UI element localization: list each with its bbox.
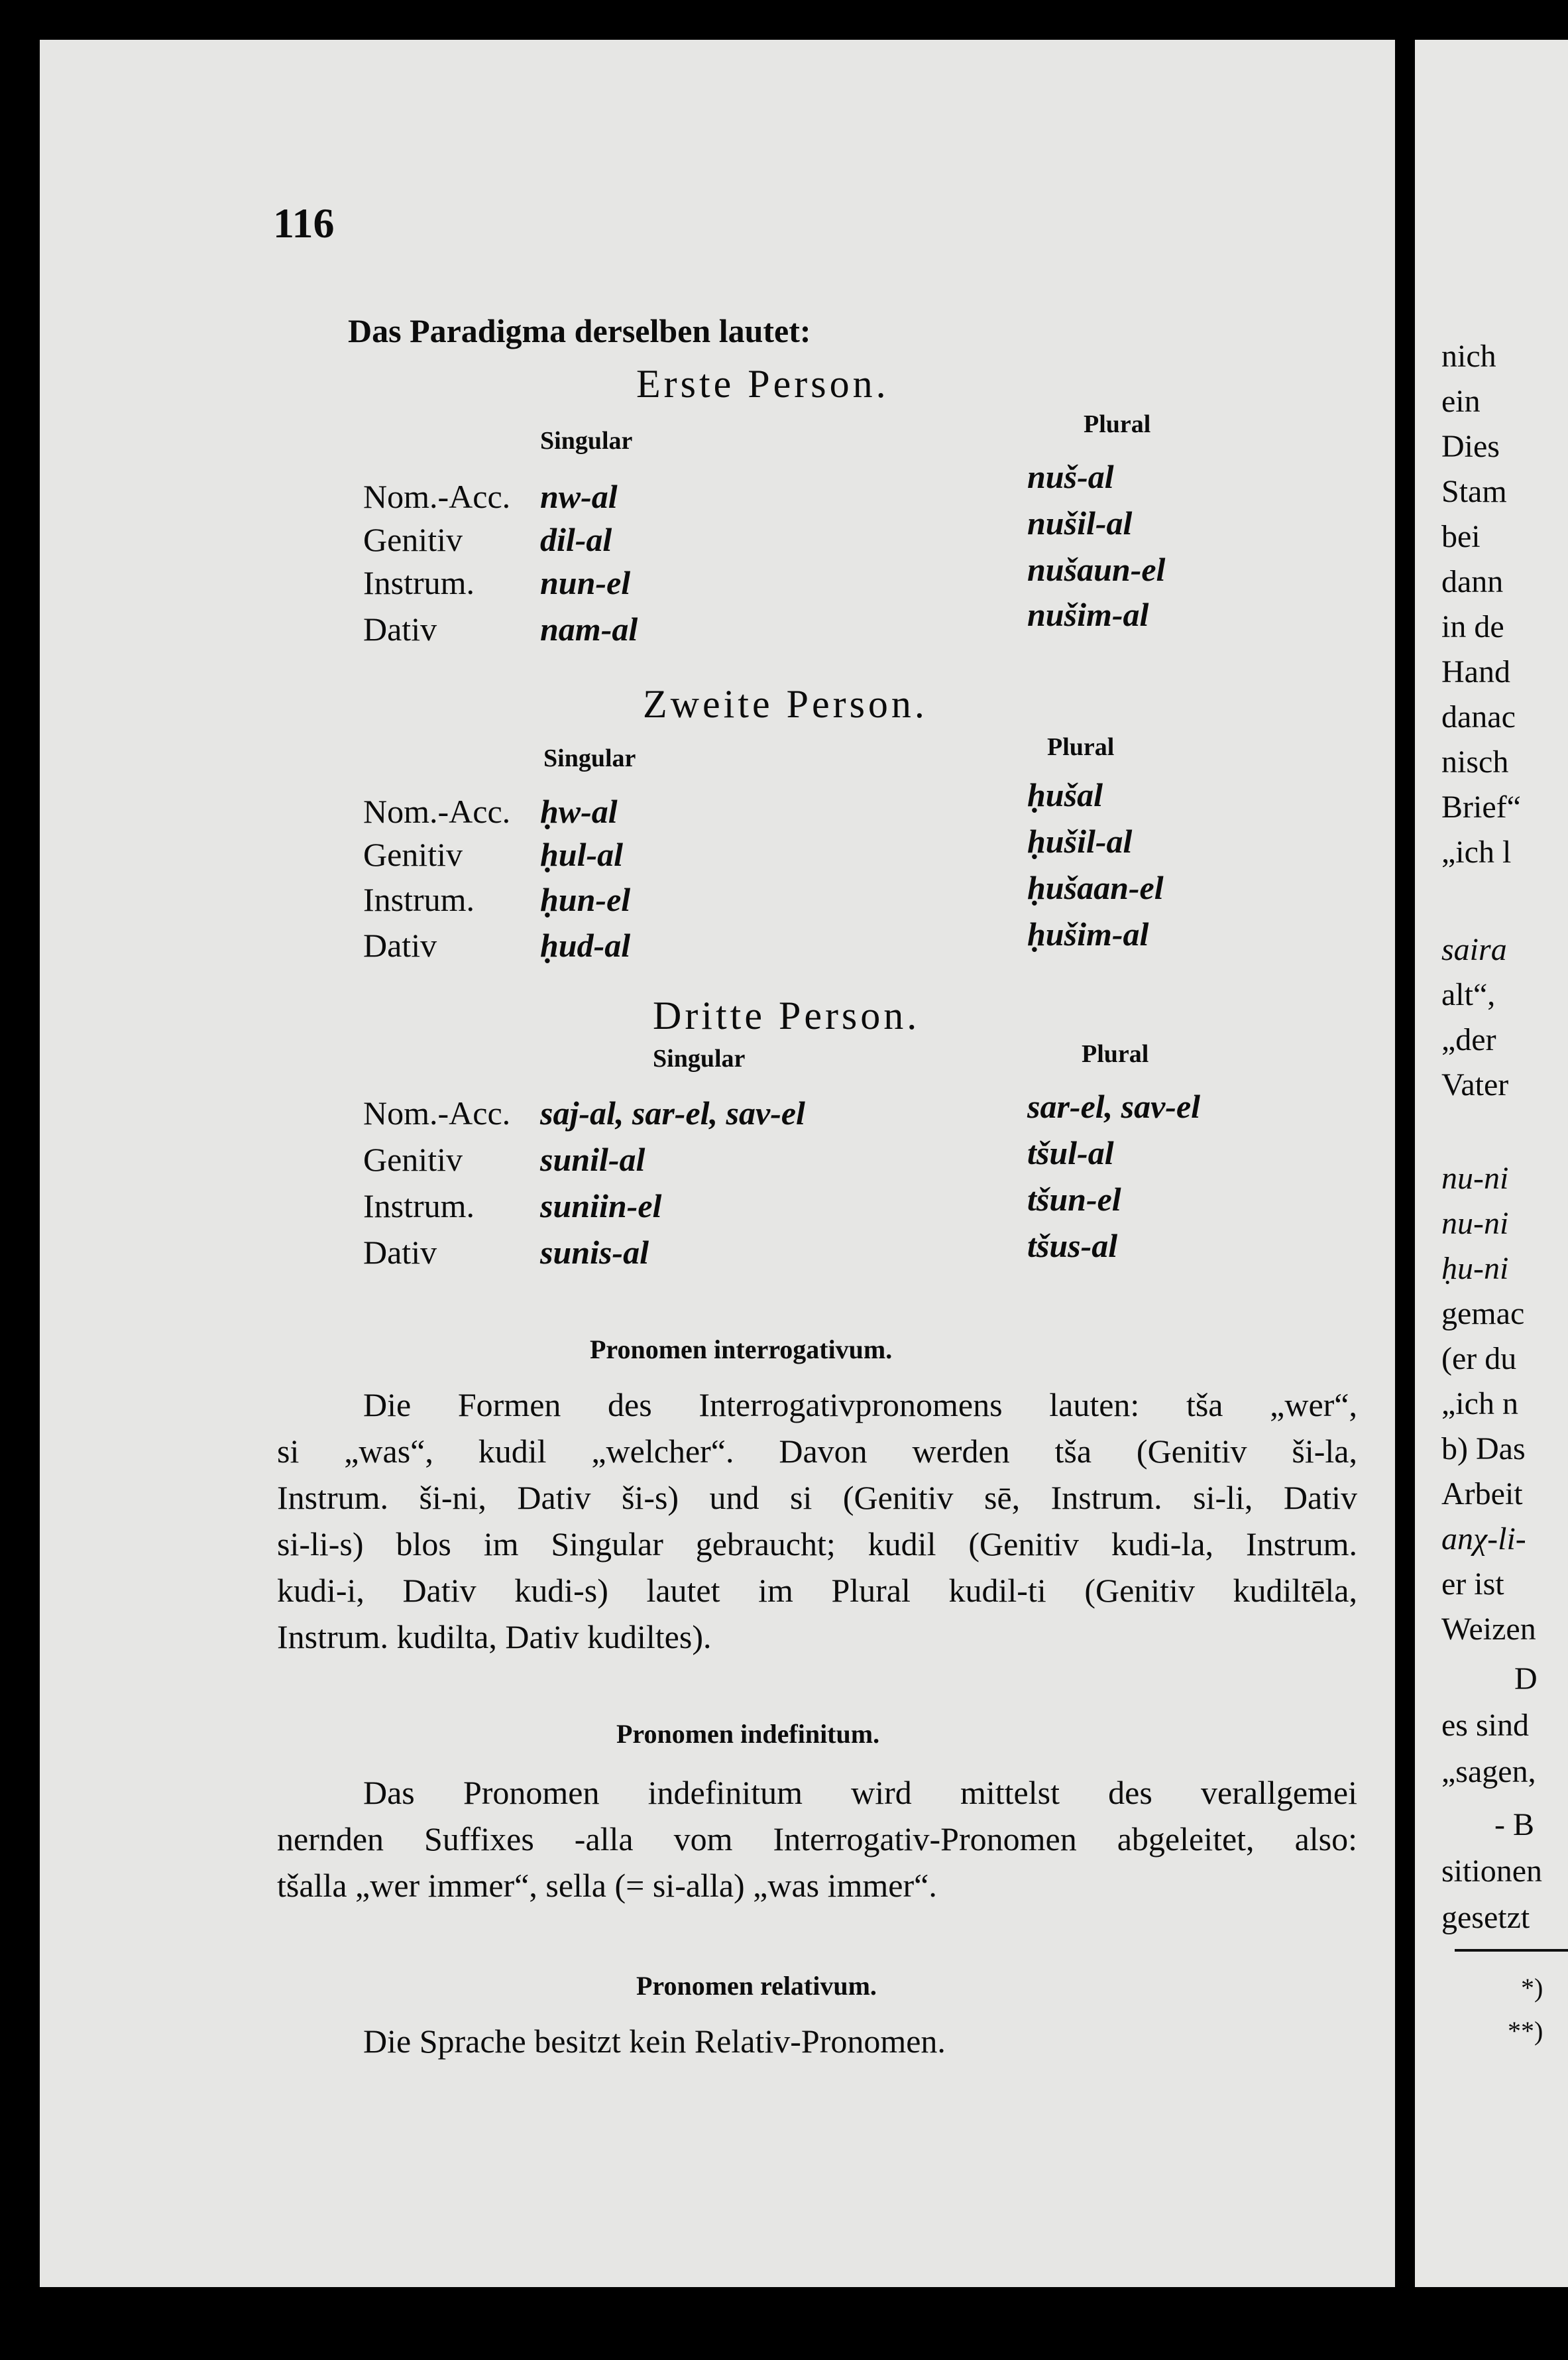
paragraph-line: tšalla „wer immer“, sella (= si-alla) „was immer“. <box>277 1867 937 1904</box>
case-label: Nom.-Acc. <box>363 793 511 830</box>
right-line: Brief“ <box>1441 790 1521 825</box>
singular-form: ḥw-al <box>540 793 618 830</box>
singular-header: Singular <box>540 427 633 455</box>
plural-header: Plural <box>1084 410 1151 438</box>
person-title-third: Dritte Person. <box>653 994 921 1037</box>
case-label: Genitiv <box>363 1141 463 1178</box>
right-line: alt“, <box>1441 977 1496 1012</box>
case-label: Dativ <box>363 927 437 964</box>
right-line: nich <box>1441 339 1496 374</box>
plural-header: Plural <box>1047 733 1115 761</box>
section-title-interrogativum: Pronomen interrogativum. <box>590 1334 893 1364</box>
footnote-marker: *) <box>1521 1973 1543 2003</box>
case-label: Nom.-Acc. <box>363 478 511 515</box>
page-number: 116 <box>273 200 335 247</box>
right-line: anχ-li- <box>1441 1521 1526 1557</box>
right-line: danac <box>1441 699 1516 735</box>
singular-form: nam-al <box>540 611 638 648</box>
case-label: Instrum. <box>363 881 475 918</box>
case-label: Nom.-Acc. <box>363 1094 511 1132</box>
right-line: „sagen, <box>1441 1754 1536 1789</box>
person-title-second: Zweite Person. <box>643 682 928 726</box>
right-line: D <box>1514 1661 1538 1696</box>
case-label: Instrum. <box>363 564 475 601</box>
paragraph-line: Das Pronomen indefinitum wird mittelst des verallgemei <box>363 1774 1357 1811</box>
right-line: (er du <box>1441 1341 1517 1376</box>
right-line: Dies <box>1441 429 1500 464</box>
singular-form: ḥul-al <box>540 836 624 873</box>
right-line: Arbeit <box>1441 1476 1523 1511</box>
right-line: er ist <box>1441 1566 1504 1602</box>
singular-form: nun-el <box>540 564 631 601</box>
person-title-first: Erste Person. <box>636 362 889 406</box>
right-page-fragment <box>1415 40 1568 2287</box>
singular-form: sunis-al <box>540 1234 649 1271</box>
right-line: „ich n <box>1441 1386 1518 1421</box>
paragraph-line: Die Formen des Interrogativpronomens lauten: tša „wer“, <box>363 1386 1357 1423</box>
paragraph-line: si „was“, kudil „welcher“. Davon werden tša (Genitiv ši-la, <box>277 1433 1357 1470</box>
right-line: saira <box>1441 932 1507 967</box>
case-label: Dativ <box>363 1234 437 1271</box>
right-line: nu-ni <box>1441 1161 1509 1196</box>
right-line: Weizen <box>1441 1612 1536 1647</box>
right-line: nisch <box>1441 744 1509 780</box>
right-line: nu-ni <box>1441 1206 1509 1241</box>
paragraph-line: kudi-i, Dativ kudi-s) lautet im Plural kudil-ti (Genitiv kudiltēla, <box>277 1572 1357 1609</box>
singular-form: sunil-al <box>540 1141 645 1178</box>
right-line: Hand <box>1441 654 1510 689</box>
plural-form: tšul-al <box>1027 1134 1114 1171</box>
case-label: Genitiv <box>363 521 463 558</box>
plural-form: tšun-el <box>1027 1181 1121 1218</box>
plural-header: Plural <box>1082 1040 1149 1068</box>
plural-form: nušaun-el <box>1027 551 1166 588</box>
right-line: Vater <box>1441 1067 1509 1102</box>
case-label: Dativ <box>363 611 437 648</box>
paragraph-line: Instrum. ši-ni, Dativ ši-s) und si (Genitiv sē, Instrum. si-li, Dativ <box>277 1479 1357 1516</box>
singular-header: Singular <box>543 744 636 772</box>
paragraph-line: Die Sprache besitzt kein Relativ-Pronomen. <box>363 2023 946 2060</box>
right-line: ḥu-ni <box>1441 1251 1509 1286</box>
case-label: Instrum. <box>363 1187 475 1224</box>
plural-form: nušil-al <box>1027 504 1133 542</box>
plural-form: ḥušal <box>1027 776 1103 813</box>
left-page <box>40 40 1395 2287</box>
plural-form: ḥušim-al <box>1027 915 1149 953</box>
plural-form: ḥušil-al <box>1027 823 1133 860</box>
paradigm-intro: Das Paradigma derselben lautet: <box>348 312 811 349</box>
right-line: gemac <box>1441 1296 1525 1331</box>
singular-form: nw-al <box>540 478 618 515</box>
section-title-indefinitum: Pronomen indefinitum. <box>616 1719 880 1749</box>
paragraph-line: nernden Suffixes -alla vom Interrogativ-Pronomen abgeleitet, also: <box>277 1820 1357 1858</box>
singular-form: saj-al, sar-el, sav-el <box>540 1094 805 1132</box>
section-title-relativum: Pronomen relativum. <box>636 1971 877 2001</box>
footnote-marker: **) <box>1508 2016 1543 2046</box>
plural-form: sar-el, sav-el <box>1027 1088 1201 1125</box>
right-line: b) Das <box>1441 1431 1526 1466</box>
right-line: „ich l <box>1441 835 1512 870</box>
case-label: Genitiv <box>363 836 463 873</box>
right-line: dann <box>1441 564 1504 599</box>
right-line: Stam <box>1441 474 1507 509</box>
right-line: gesetzt <box>1441 1900 1530 1935</box>
plural-form: ḥušaan-el <box>1027 869 1164 906</box>
right-line: in de <box>1441 609 1504 644</box>
right-line: - B <box>1494 1807 1534 1842</box>
right-line: „der <box>1441 1022 1496 1057</box>
right-line: bei <box>1441 519 1481 554</box>
plural-form: tšus-al <box>1027 1227 1118 1264</box>
plural-form: nuš-al <box>1027 458 1114 495</box>
right-line: es sind <box>1441 1708 1529 1743</box>
footnote-divider <box>1455 1949 1568 1952</box>
plural-form: nušim-al <box>1027 596 1149 633</box>
right-line: sitionen <box>1441 1854 1542 1889</box>
singular-form: suniin-el <box>540 1187 662 1224</box>
singular-header: Singular <box>653 1045 746 1073</box>
singular-form: dil-al <box>540 521 612 558</box>
paragraph-line: si-li-s) blos im Singular gebraucht; kudil (Genitiv kudi-la, Instrum. <box>277 1525 1357 1563</box>
right-line: ein <box>1441 384 1481 419</box>
paragraph-line: Instrum. kudilta, Dativ kudiltes). <box>277 1618 712 1655</box>
singular-form: ḥud-al <box>540 927 631 964</box>
singular-form: ḥun-el <box>540 881 631 918</box>
